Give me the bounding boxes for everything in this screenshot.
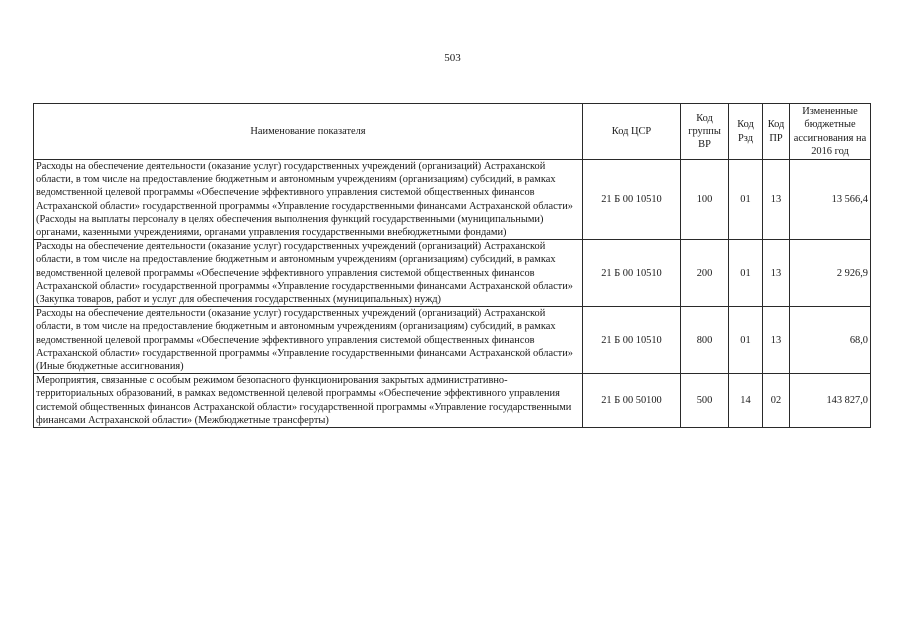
row-rzd-code: 01 xyxy=(729,160,763,240)
row-pr-code: 02 xyxy=(763,374,790,428)
row-vr-code: 800 xyxy=(681,307,729,374)
row-vr-code: 200 xyxy=(681,240,729,307)
header-vr-code: Код группы ВР xyxy=(681,104,729,160)
header-csr-code: Код ЦСР xyxy=(583,104,681,160)
header-rzd-code: Код Рзд xyxy=(729,104,763,160)
row-name: Расходы на обеспечение деятельности (оказание услуг) государственных учреждений (организаций) Астраханской области, в том числе на предоставление бюджетным и автономным учреждениям (организациям) субсидий, в рамках ведомственной целевой программы «Обеспечение эффективного управления системой общественных финансов Астраханской области» государственной программы «Управление государственными финансами Астраханской области» (Расходы на выплаты персоналу в целях обеспечения выполнения функций государственными (муниципальными) органами, казенными учреждениями, органами управления государственными внебюджетными фондами) xyxy=(34,160,583,240)
row-amount: 68,0 xyxy=(790,307,871,374)
table-header xyxy=(34,104,871,160)
row-vr-code: 500 xyxy=(681,374,729,428)
row-amount: 143 827,0 xyxy=(790,374,871,428)
row-csr-code: 21 Б 00 10510 xyxy=(583,307,681,374)
row-name: Расходы на обеспечение деятельности (оказание услуг) государственных учреждений (организаций) Астраханской области, в том числе на предоставление бюджетным и автономным учреждениям (организациям) субсидий, в рамках ведомственной целевой программы «Обеспечение эффективного управления системой общественных финансов Астраханской области» государственной программы «Управление государственными финансами Астраханской области» (Закупка товаров, работ и услуг для обеспечения государственных (муниципальных) нужд) xyxy=(34,240,583,307)
row-csr-code: 21 Б 00 10510 xyxy=(583,240,681,307)
row-amount: 2 926,9 xyxy=(790,240,871,307)
header-row xyxy=(34,104,871,160)
row-name: Мероприятия, связанные с особым режимом безопасного функционирования закрытых административно-территориальных образований, в рамках ведомственной целевой программы «Обеспечение эффективного управления системой общественных финансов Астраханской области» государственной программы «Управление государственными финансами Астраханской области» (Межбюджетные трансферты) xyxy=(34,374,583,428)
row-pr-code: 13 xyxy=(763,307,790,374)
budget-table xyxy=(33,103,871,428)
row-csr-code: 21 Б 00 50100 xyxy=(583,374,681,428)
table-row xyxy=(34,160,871,240)
page-number: 503 xyxy=(444,52,461,64)
table-body xyxy=(34,160,871,428)
row-rzd-code: 01 xyxy=(729,307,763,374)
row-rzd-code: 01 xyxy=(729,240,763,307)
row-pr-code: 13 xyxy=(763,240,790,307)
row-rzd-code: 14 xyxy=(729,374,763,428)
header-amount: Измененные бюджетные ассигнования на 2016 год xyxy=(790,104,871,160)
header-pr-code: Код ПР xyxy=(763,104,790,160)
row-vr-code: 100 xyxy=(681,160,729,240)
table-row xyxy=(34,374,871,428)
table-row xyxy=(34,240,871,307)
row-name: Расходы на обеспечение деятельности (оказание услуг) государственных учреждений (организаций) Астраханской области, в том числе на предоставление бюджетным и автономным учреждениям (организациям) субсидий, в рамках ведомственной целевой программы «Обеспечение эффективного управления системой общественных финансов Астраханской области» государственной программы «Управление государственными финансами Астраханской области» (Иные бюджетные ассигнования) xyxy=(34,307,583,374)
row-csr-code: 21 Б 00 10510 xyxy=(583,160,681,240)
header-name: Наименование показателя xyxy=(34,104,583,160)
row-pr-code: 13 xyxy=(763,160,790,240)
table-row xyxy=(34,307,871,374)
row-amount: 13 566,4 xyxy=(790,160,871,240)
